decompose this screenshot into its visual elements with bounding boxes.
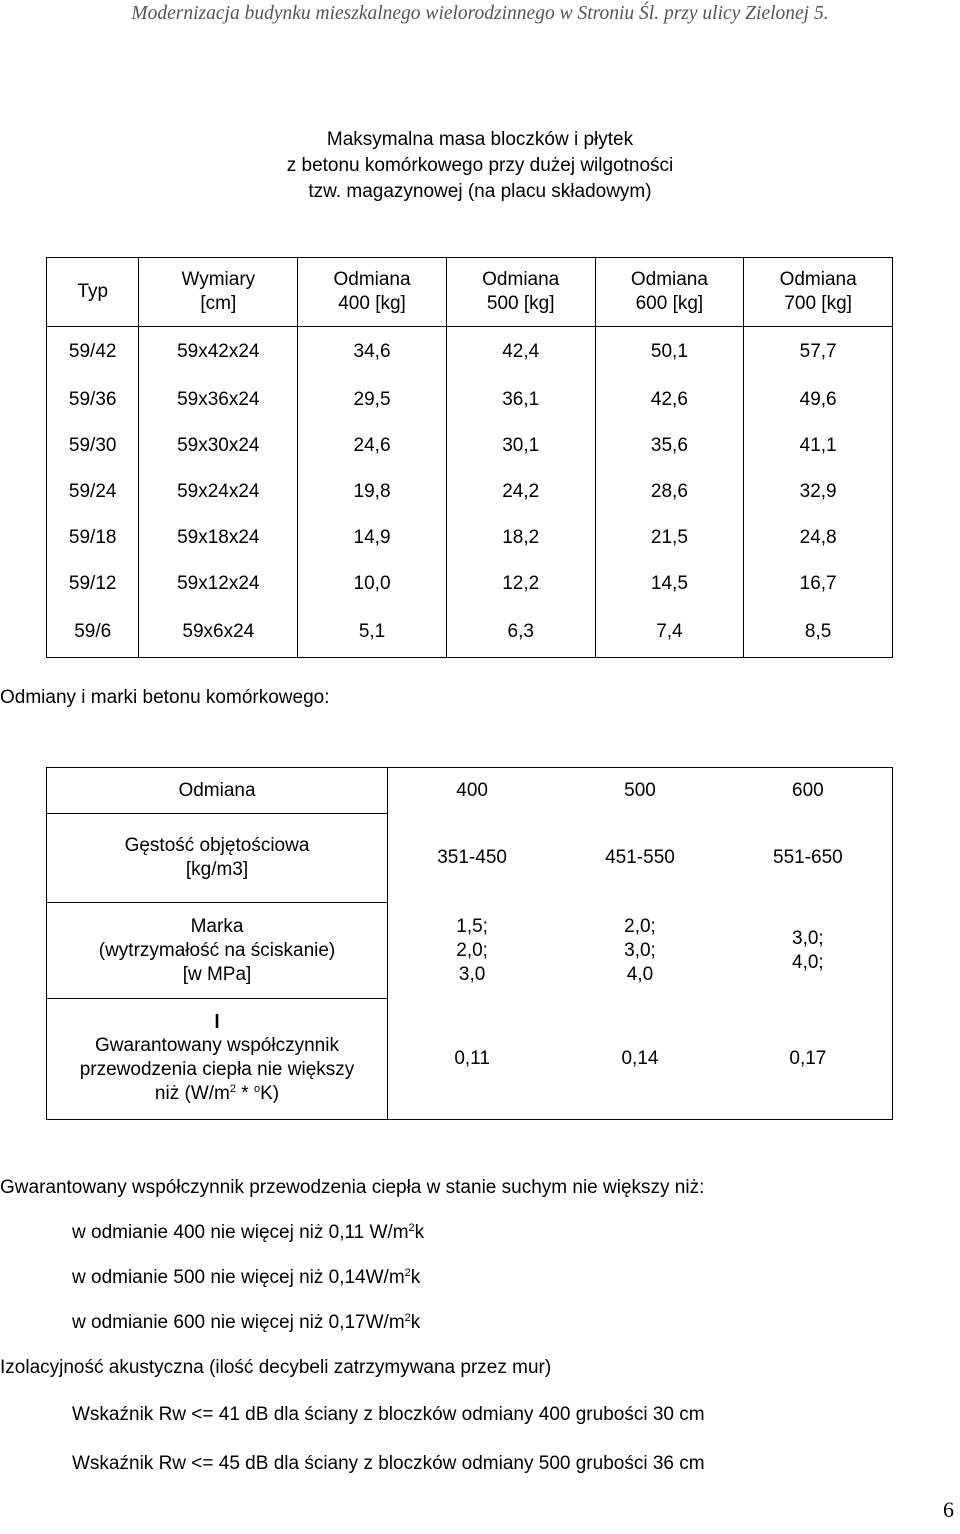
- table-row: [47, 903, 893, 999]
- header-typ: Typ: [47, 258, 139, 327]
- cell: 451-550: [605, 847, 675, 868]
- cell: 34,6: [298, 327, 447, 378]
- cell: 59x42x24: [139, 327, 298, 378]
- cell: 59/30: [47, 423, 139, 469]
- cell: 24,2: [446, 469, 595, 515]
- cell: 42,6: [595, 377, 744, 423]
- cell: 10,0: [298, 561, 447, 607]
- cell: 500: [556, 768, 724, 814]
- cell: 21,5: [595, 515, 744, 561]
- cell: 50,1: [595, 327, 744, 378]
- cell: 2,0; 3,0; 4,0: [624, 915, 656, 985]
- cell: 59/36: [47, 377, 139, 423]
- cell: 57,7: [744, 327, 893, 378]
- heat-note-heading: Gwarantowany współczynnik przewodzenia ciepła w stanie suchym nie większy niż:: [0, 1177, 705, 1198]
- cell: 16,7: [744, 561, 893, 607]
- cell: 6,3: [446, 607, 595, 658]
- cell: 59x36x24: [139, 377, 298, 423]
- header-odmiana-600: Odmiana 600 [kg]: [595, 258, 744, 327]
- lambda-symbol: l: [214, 1012, 220, 1033]
- header-odmiana-500: Odmiana 500 [kg]: [446, 258, 595, 327]
- table-header-row: [47, 258, 893, 327]
- cell: 19,8: [298, 469, 447, 515]
- cell: 18,2: [446, 515, 595, 561]
- cell: 59/12: [47, 561, 139, 607]
- cell: 0,14: [556, 999, 724, 1120]
- table-row: [47, 423, 893, 469]
- heat-note-item: w odmianie 600 nie więcej niż $0,17W/m^2k$: [72, 1312, 421, 1333]
- cell: 59/24: [47, 469, 139, 515]
- cell: 36,1: [446, 377, 595, 423]
- cell: 59x12x24: [139, 561, 298, 607]
- cell: 3,0; 4,0;: [724, 903, 893, 999]
- cell: 8,5: [744, 607, 893, 658]
- table-row: [47, 561, 893, 607]
- cell: 5,1: [298, 607, 447, 658]
- cell: 28,6: [595, 469, 744, 515]
- cell: 59/42: [47, 327, 139, 378]
- cell: 600: [724, 768, 893, 814]
- cell: 41,1: [744, 423, 893, 469]
- acoustic-item: Wskaźnik Rw <= 45 dB dla ściany z bloczków odmiany 500 grubości 36 cm: [72, 1453, 705, 1474]
- row-label-odmiana: Odmiana: [47, 768, 388, 814]
- header-odmiana-400: Odmiana 400 [kg]: [298, 258, 447, 327]
- cell: 14,9: [298, 515, 447, 561]
- caption-line: z betonu komórkowego przy dużej wilgotności: [286, 155, 674, 176]
- table-row: [47, 999, 893, 1120]
- cell: 59x6x24: [139, 607, 298, 658]
- row-label-gestosc: Gęstość objętościowa [kg/m3]: [47, 814, 388, 903]
- table-row: [47, 327, 893, 378]
- cell: 24,6: [298, 423, 447, 469]
- cell: 32,9: [744, 469, 893, 515]
- table-row: [47, 607, 893, 658]
- table-row: [47, 377, 893, 423]
- acoustic-item: Wskaźnik Rw <= 41 dB dla ściany z bloczków odmiany 400 grubości 30 cm: [72, 1404, 705, 1425]
- page-number: 6: [943, 1497, 954, 1522]
- cell: 30,1: [446, 423, 595, 469]
- cell: 24,8: [744, 515, 893, 561]
- cell: 12,2: [446, 561, 595, 607]
- cell: 59x18x24: [139, 515, 298, 561]
- grades-heading: Odmiany i marki betonu komórkowego:: [0, 687, 330, 708]
- cell: 29,5: [298, 377, 447, 423]
- heat-note-item: w odmianie 500 nie więcej niż $0,14W/m^2k$: [72, 1267, 421, 1288]
- table-caption: [0, 127, 960, 205]
- heat-note-item: w odmianie 400 nie więcej niż 0,11 $W/m^2k$: [72, 1222, 425, 1243]
- row-label-wspolczynnik: l Gwarantowany współczynnik przewodzenia ciepła nie większy niż $(W/m^2 * ^oK)$: [47, 999, 388, 1120]
- cell: 351-450: [437, 847, 507, 868]
- cell: 59x30x24: [139, 423, 298, 469]
- header-odmiana-700: Odmiana 700 [kg]: [744, 258, 893, 327]
- table-row: [47, 515, 893, 561]
- grades-table: [46, 767, 893, 1120]
- acoustic-heading: Izolacyjność akustyczna (ilość decybeli zatrzymywana przez mur): [0, 1357, 552, 1378]
- caption-line: Maksymalna masa bloczków i płytek: [326, 129, 634, 150]
- table-row: [47, 814, 893, 903]
- cell: 0,17: [724, 999, 893, 1120]
- running-header: Modernizacja budynku mieszkalnego wielorodzinnego w Stroniu Śl. przy ulicy Zielonej 5.: [131, 3, 829, 24]
- cell: 42,4: [446, 327, 595, 378]
- cell: 1,5; 2,0; 3,0: [456, 915, 488, 985]
- cell: 59/6: [47, 607, 139, 658]
- caption-line: tzw. magazynowej (na placu składowym): [308, 181, 652, 202]
- table-row: [47, 768, 893, 814]
- cell: 7,4: [595, 607, 744, 658]
- cell: 0,11: [388, 999, 557, 1120]
- cell: 59/18: [47, 515, 139, 561]
- row-label-marka: Marka (wytrzymałość na ściskanie) [w MPa]: [47, 903, 388, 999]
- block-mass-table: [46, 257, 893, 658]
- cell: 59x24x24: [139, 469, 298, 515]
- cell: 14,5: [595, 561, 744, 607]
- table-row: [47, 469, 893, 515]
- header-wymiary: Wymiary [cm]: [139, 258, 298, 327]
- cell: 400: [388, 768, 557, 814]
- cell: 551-650: [724, 814, 893, 903]
- cell: 35,6: [595, 423, 744, 469]
- cell: 49,6: [744, 377, 893, 423]
